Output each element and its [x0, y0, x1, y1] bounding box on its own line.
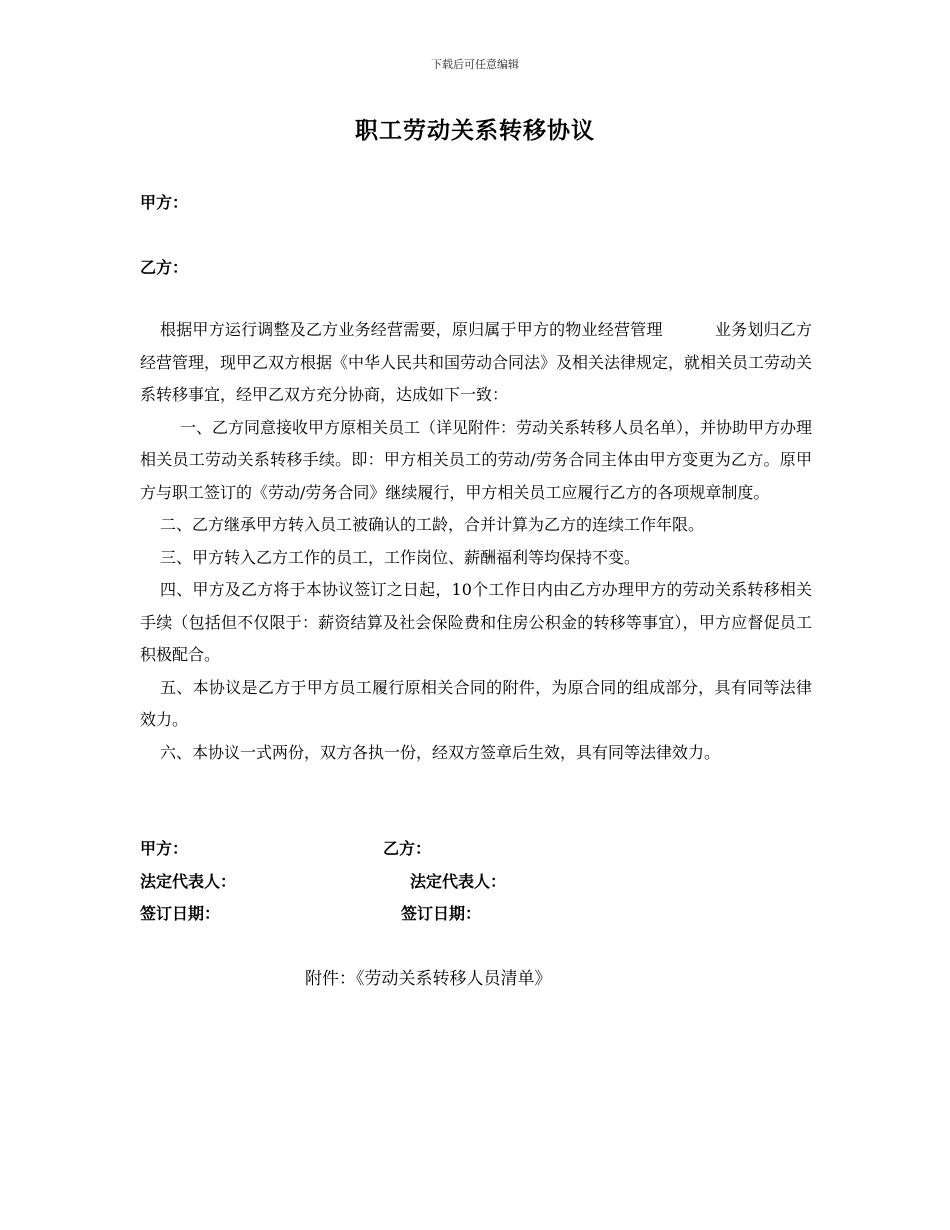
agreement-body [140, 314, 812, 769]
intro-paragraph [140, 314, 812, 412]
clause-4: 四、甲方及乙方将于本协议签订之日起，10个工作日内由乙方办理甲方的劳动关系转移相关手续（包括但不仅限于：薪资结算及社会保险费和住房公积金的转移等事宜），甲方应督促员工积极配合。 [140, 580, 812, 664]
attachment-note: 附件：《劳动关系转移人员清单》 [305, 969, 552, 989]
signature-party-b: 乙方： [383, 839, 432, 858]
party-a-label: 甲方： [140, 193, 189, 212]
signature-rep-a: 法定代表人： [140, 872, 237, 891]
clause-2: 二、乙方继承甲方转入员工被确认的工龄，合并计算为乙方的连续工作年限。 [160, 515, 705, 534]
intro-text-part2: 业务划归乙方经营管理，现甲乙双方根据《中华人民共和国劳动合同法》及相关法律规定，就相关员工劳动关系转移事宜，经甲乙双方充分协商，达成如下一致： [140, 320, 813, 404]
header-note: 下载后可任意编辑 [431, 58, 519, 71]
signature-party-a: 甲方： [140, 839, 189, 858]
signature-rep-b: 法定代表人： [410, 872, 507, 891]
clause-1: 一、乙方同意接收甲方原相关员工（详见附件：劳动关系转移人员名单），并协助甲方办理相关员工劳动关系转移手续。即：甲方相关员工的劳动/劳务合同主体由甲方变更为乙方。原甲方与职工签订的《劳动/劳务合同》继续履行，甲方相关员工应履行乙方的各项规章制度。 [140, 417, 813, 502]
intro-text-part1: 根据甲方运行调整及乙方业务经营需要，原归属于甲方的物业经营管理 [160, 320, 663, 339]
clause-3: 三、甲方转入乙方工作的员工，工作岗位、薪酬福利等均保持不变。 [160, 547, 641, 567]
party-b-label: 乙方： [140, 258, 189, 277]
signature-date-a: 签订日期： [140, 904, 221, 923]
clause-5: 五、本协议是乙方于甲方员工履行原相关合同的附件，为原合同的组成部分，具有同等法律效力。 [140, 677, 812, 729]
clause-6: 六、本协议一式两份，双方各执一份，经双方签章后生效，具有同等法律效力。 [160, 742, 721, 762]
signature-date-b: 签订日期： [401, 904, 482, 923]
page-title: 职工劳动关系转移协议 [355, 118, 595, 144]
